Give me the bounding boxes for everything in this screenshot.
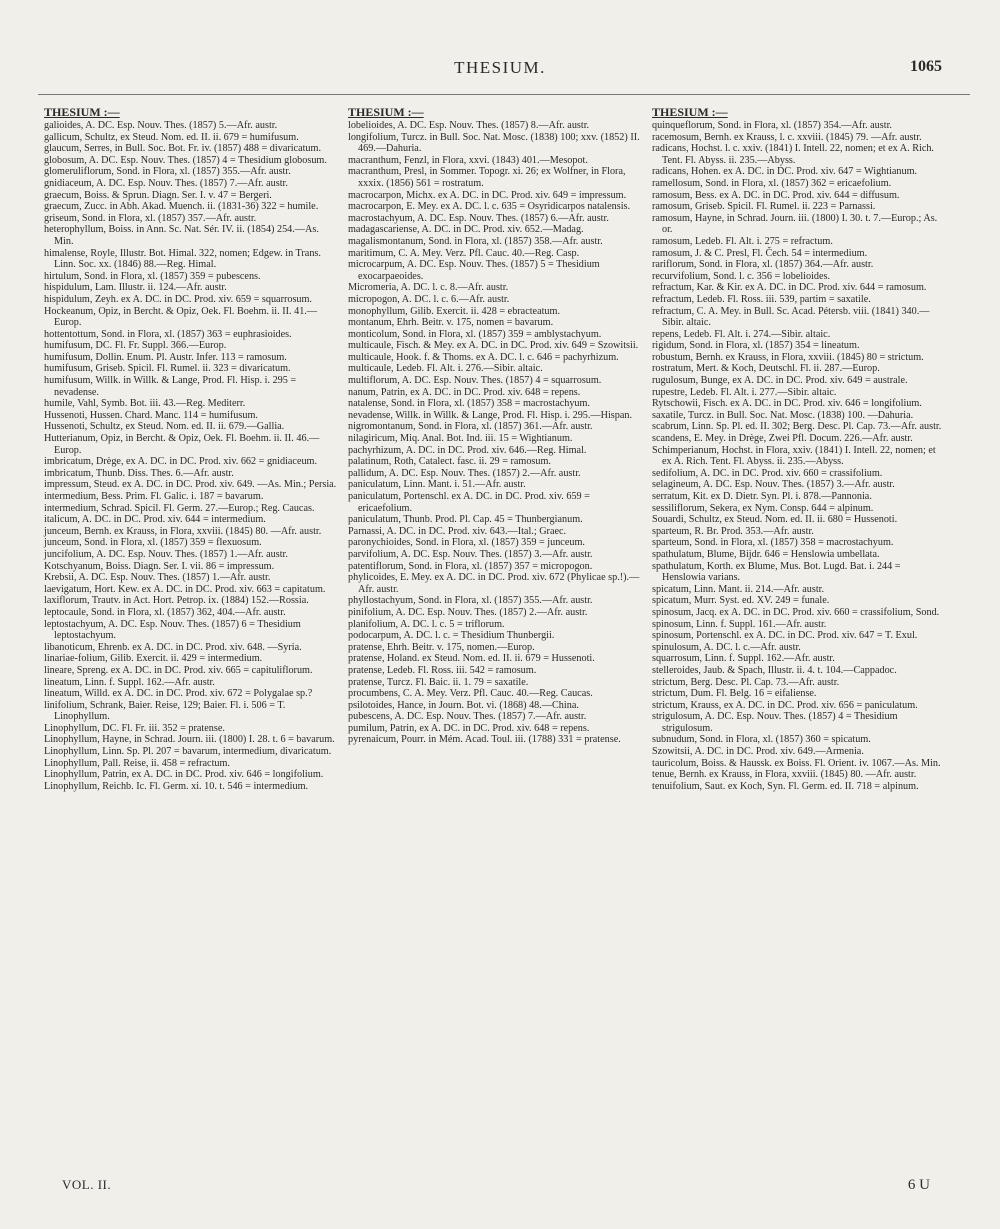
index-entry: refractum, Kar. & Kir. ex A. DC. in DC. Prod. xiv. 644 = ramosum. <box>652 282 927 294</box>
index-entry: Linophyllum, Linn. Sp. Pl. 207 = bavarum, intermedium, divaricatum. <box>44 746 332 758</box>
column-3 <box>652 106 946 792</box>
index-entry: gallicum, Schultz, ex Steud. Nom. ed. II. ii. 679 = humifusum. <box>44 131 299 143</box>
index-entry: leptocaule, Sond. in Flora, xl. (1857) 362, 404.—Afr. austr. <box>44 606 286 618</box>
index-entry: parvifolium, A. DC. Esp. Nouv. Thes. (1857) 3.—Afr. austr. <box>348 548 593 560</box>
index-entry: macranthum, Fenzl, in Flora, xxvi. (1843) 401.—Mesopot. <box>348 154 588 166</box>
index-entry: serratum, Kit. ex D. Dietr. Syn. Pl. i. 878.—Pannonia. <box>652 491 872 502</box>
index-entry: multiflorum, A. DC. Esp. Nouv. Thes. (1857) 4 = squarrosum. <box>348 375 602 387</box>
index-entry: italicum, A. DC. in DC. Prod. xiv. 644 = intermedium. <box>44 514 266 526</box>
index-entry: pratense, Holand. ex Steud. Nom. ed. II. ii. 679 = Hussenoti. <box>348 653 595 665</box>
index-entry: sparteum, Sond. in Flora, xl. (1857) 358 = macrostachyum. <box>652 537 894 549</box>
index-entry: madagascariense, A. DC. in DC. Prod. xiv. 652.—Madag. <box>348 224 584 236</box>
index-entry: magalismontanum, Sond. in Flora, xl. (1857) 358.—Afr. austr. <box>348 235 603 247</box>
index-entry: longifolium, Turcz. in Bull. Soc. Nat. Mosc. (1838) 100; xxv. (1852) II. 469.—Dahuria. <box>348 131 640 155</box>
index-entry: rupestre, Ledeb. Fl. Alt. i. 277.—Sibir. altaic. <box>652 386 837 398</box>
index-entry: Linophyllum, Pall. Reise, ii. 458 = refractum. <box>44 757 230 769</box>
index-entry: heterophyllum, Boiss. in Ann. Sc. Nat. Sér. IV. ii. (1854) 254.—As. Min. <box>44 224 319 247</box>
index-entry: selagineum, A. DC. Esp. Nouv. Thes. (1857) 3.—Afr. austr. <box>652 479 895 491</box>
index-entry: podocarpum, A. DC. l. c. = Thesidium Thunbergii. <box>348 630 555 642</box>
index-entry: refractum, C. A. Mey. in Bull. Sc. Acad. Pétersb. viii. (1841) 340.—Sibir. altaic. <box>652 305 930 329</box>
index-entry: intermedium, Schrad. Spicil. Fl. Germ. 27.—Europ.; Reg. Caucas. <box>44 502 315 514</box>
index-entry: radicans, Hohen. ex A. DC. in DC. Prod. xiv. 647 = Wightianum. <box>652 166 918 178</box>
index-entry: Hussenoti, Hussen. Chard. Manc. 114 = humifusum. <box>44 409 258 421</box>
index-entry: phylicoides, E. Mey. ex A. DC. in DC. Prod. xiv. 672 (Phylicae sp.!).—Afr. austr. <box>348 572 640 595</box>
index-entry: spathulatum, Blume, Bijdr. 646 = Henslowia umbellata. <box>652 548 880 560</box>
index-entry: nilagiricum, Miq. Anal. Bot. Ind. iii. 15 = Wightianum. <box>348 433 573 445</box>
index-entry: lineatum, Willd. ex A. DC. in DC. Prod. xiv. 672 = Polygalae sp.? <box>44 688 313 700</box>
index-entry: sedifolium, A. DC. in DC. Prod. xiv. 660 = crassifolium. <box>652 467 883 479</box>
index-entry: graecum, Zucc. in Abh. Akad. Muench. ii. (1831-36) 322 = humile. <box>44 201 319 213</box>
index-entry: planifolium, A. DC. l. c. 5 = triflorum. <box>348 618 505 630</box>
index-entry: ramosum, Bess. ex A. DC. in DC. Prod. xiv. 644 = diffusum. <box>652 189 900 201</box>
index-entry: subnudum, Sond. in Flora, xl. (1857) 360 = spicatum. <box>652 734 871 746</box>
signature-mark: 6 U <box>907 1177 930 1193</box>
index-entry: Linophyllum, DC. Fl. Fr. iii. 352 = pratense. <box>44 722 225 734</box>
index-entry: nigromontanum, Sond. in Flora, xl. (1857) 361.—Afr. austr. <box>348 421 593 433</box>
index-entry: paronychioides, Sond. in Flora, xl. (1857) 359 = junceum. <box>348 537 585 549</box>
index-entry: graecum, Boiss. & Sprun. Diagn. Ser. I. v. 47 = Bergeri. <box>44 189 272 201</box>
index-entry: leptostachyum, A. DC. Esp. Nouv. Thes. (1857) 6 = Thesidium leptostachyum. <box>44 618 301 642</box>
index-entry: himalense, Royle, Illustr. Bot. Himal. 322, nomen; Edgew. in Trans. Linn. Soc. xx. (1846) 88.—Reg. Himal. <box>44 247 321 271</box>
column-1 <box>44 106 338 792</box>
running-title: THESIUM. <box>454 58 546 77</box>
index-entry: pachyrhizum, A. DC. in DC. Prod. xiv. 646.—Reg. Himal. <box>348 444 587 456</box>
index-entry: intermedium, Bess. Prim. Fl. Galic. i. 187 = bavarum. <box>44 491 264 502</box>
index-entry: monophyllum, Gilib. Exercit. ii. 428 = ebracteatum. <box>348 305 560 317</box>
column-heading: THESIUM :— <box>348 105 424 119</box>
index-entry: humifusum, Griseb. Spicil. Fl. Rumel. ii. 323 = divaricatum. <box>44 363 291 375</box>
index-entry: procumbens, C. A. Mey. Verz. Pfl. Cauc. 40.—Reg. Caucas. <box>348 688 593 700</box>
index-entry: pumilum, Patrin, ex A. DC. in DC. Prod. xiv. 648 = repens. <box>348 722 590 734</box>
index-entry: repens, Ledeb. Fl. Alt. i. 274.—Sibir. altaic. <box>652 328 831 340</box>
index-entry: ramosum, Hayne, in Schrad. Journ. iii. (1800) I. 30. t. 7.—Europ.; As. or. <box>652 212 938 236</box>
index-entry: Linophyllum, Hayne, in Schrad. Journ. iii. (1800) I. 28. t. 6 = bavarum. <box>44 734 335 746</box>
index-entry: junceum, Sond. in Flora, xl. (1857) 359 = flexuosum. <box>44 537 262 549</box>
index-entry: montanum, Ehrh. Beitr. v. 175, nomen = bavarum. <box>348 317 554 329</box>
index-entry: spicatum, Murr. Syst. ed. XV. 249 = funale. <box>652 595 830 607</box>
index-entry: paniculatum, Thunb. Prod. Pl. Cap. 45 = Thunbergianum. <box>348 514 583 526</box>
index-entry: pratense, Turcz. Fl. Baic. ii. 1. 79 = saxatile. <box>348 676 529 688</box>
index-entry: pubescens, A. DC. Esp. Nouv. Thes. (1857) 7.—Afr. austr. <box>348 711 587 723</box>
page-header <box>0 58 1000 88</box>
index-entry: ramellosum, Sond. in Flora, xl. (1857) 362 = ericaefolium. <box>652 177 892 189</box>
index-entry: galioides, A. DC. Esp. Nouv. Thes. (1857) 5.—Afr. austr. <box>44 120 278 131</box>
index-entry: strictum, Dum. Fl. Belg. 16 = eifaliense. <box>652 688 817 700</box>
index-entry: Hockeanum, Opiz, in Bercht. & Opiz, Oek. Fl. Boehm. ii. II. 41.—Europ. <box>44 305 318 329</box>
index-entry: rugulosum, Bunge, ex A. DC. in DC. Prod. xiv. 649 = australe. <box>652 375 908 387</box>
index-entry: tenue, Bernh. ex Krauss, in Flora, xxviii. (1845) 80. —Afr. austr. <box>652 769 917 781</box>
index-entry: imbricatum, Drège, ex A. DC. in DC. Prod. xiv. 662 = gnidiaceum. <box>44 456 318 468</box>
index-entry: humifusum, Dollin. Enum. Pl. Austr. Infer. 113 = ramosum. <box>44 351 287 363</box>
index-entry: multicaule, Fisch. & Mey. ex A. DC. in DC. Prod. xiv. 649 = Szowitsii. <box>348 340 639 352</box>
index-entry: refractum, Ledeb. Fl. Ross. iii. 539, partim = saxatile. <box>652 293 871 305</box>
entry-list <box>348 120 642 746</box>
index-entry: scandens, E. Mey. in Drège, Zwei Pfl. Docum. 226.—Afr. austr. <box>652 433 913 445</box>
index-entry: quinqueflorum, Sond. in Flora, xl. (1857) 354.—Afr. austr. <box>652 120 892 131</box>
index-entry: squarrosum, Linn. f. Suppl. 162.—Afr. austr. <box>652 653 835 665</box>
index-entry: hispidulum, Lam. Illustr. ii. 124.—Afr. austr. <box>44 282 227 294</box>
index-entry: Krebsii, A. DC. Esp. Nouv. Thes. (1857) 1.—Afr. austr. <box>44 572 271 584</box>
index-entry: macrostachyum, A. DC. Esp. Nouv. Thes. (1857) 6.—Afr. austr. <box>348 212 609 224</box>
index-entry: imbricatum, Thunb. Diss. Thes. 6.—Afr. austr. <box>44 467 234 479</box>
index-entry: humifusum, DC. Fl. Fr. Suppl. 366.—Europ. <box>44 340 227 352</box>
index-entry: Rytschowii, Fisch. ex A. DC. in DC. Prod. xiv. 646 = longifolium. <box>652 398 922 410</box>
volume-label: VOL. II. <box>62 1177 112 1192</box>
page-number: 1065 <box>910 58 942 75</box>
index-entry: libanoticum, Ehrenb. ex A. DC. in DC. Prod. xiv. 648. —Syria. <box>44 641 302 653</box>
index-entry: scabrum, Linn. Sp. Pl. ed. II. 302; Berg. Desc. Pl. Cap. 73.—Afr. austr. <box>652 421 942 433</box>
index-entry: paniculatum, Portenschl. ex A. DC. in DC. Prod. xiv. 659 = ericaefolium. <box>348 491 590 514</box>
index-entry: lineare, Spreng. ex A. DC. in DC. Prod. xiv. 665 = capituliflorum. <box>44 664 313 676</box>
index-entry: lineatum, Linn. f. Suppl. 162.—Afr. austr. <box>44 676 215 688</box>
column-heading: THESIUM :— <box>652 105 728 119</box>
entry-list <box>44 120 338 792</box>
index-entry: spinulosum, A. DC. l. c.—Afr. austr. <box>652 641 801 653</box>
index-entry: griseum, Sond. in Flora, xl. (1857) 357.—Afr. austr. <box>44 212 257 224</box>
index-entry: spinosum, Jacq. ex A. DC. in DC. Prod. xiv. 660 = crassifolium, Sond. <box>652 606 940 618</box>
index-entry: radicans, Hochst. l. c. xxiv. (1841) I. Intell. 22, nomen; et ex A. Rich. Tent. Fl. Abyss. ii. 235.—Abyss. <box>652 143 934 166</box>
index-entry: spinosum, Portenschl. ex A. DC. in DC. Prod. xiv. 647 = T. Exul. <box>652 630 918 642</box>
index-entry: globosum, A. DC. Esp. Nouv. Thes. (1857) 4 = Thesidium globosum. <box>44 154 327 166</box>
index-entry: rostratum, Mert. & Koch, Deutschl. Fl. ii. 287.—Europ. <box>652 363 880 375</box>
index-entry: racemosum, Bernh. ex Krauss, l. c. xxviii. (1845) 79. —Afr. austr. <box>652 131 922 143</box>
index-entry: nevadense, Willk. in Willk. & Lange, Prod. Fl. Hisp. i. 295.—Hispan. <box>348 409 633 421</box>
index-entry: rigidum, Sond. in Flora, xl. (1857) 354 = lineatum. <box>652 340 860 352</box>
index-entry: Parnassi, A. DC. in DC. Prod. xiv. 643.—Ital.; Graec. <box>348 525 567 537</box>
index-entry: macrocarpon, Michx. ex A. DC. in DC. Prod. xiv. 649 = impressum. <box>348 189 627 201</box>
index-entry: pyrenaicum, Pourr. in Mém. Acad. Toul. iii. (1788) 331 = pratense. <box>348 734 621 746</box>
index-entry: natalense, Sond. in Flora, xl. (1857) 358 = macrostachyum. <box>348 398 590 410</box>
index-entry: Hussenoti, Schultz, ex Steud. Nom. ed. II. ii. 679.—Gallia. <box>44 421 285 433</box>
index-entry: psilotoides, Hance, in Journ. Bot. vi. (1868) 48.—China. <box>348 699 579 711</box>
index-entry: humile, Vahl, Symb. Bot. iii. 43.—Reg. Mediterr. <box>44 398 246 410</box>
index-entry: maritimum, C. A. Mey. Verz. Pfl. Cauc. 40.—Reg. Casp. <box>348 247 580 259</box>
index-entry: multicaule, Ledeb. Fl. Alt. i. 276.—Sibir. altaic. <box>348 363 543 375</box>
index-entry: Szowitsii, A. DC. in DC. Prod. xiv. 649.—Armenia. <box>652 746 864 758</box>
index-entry: patentiflorum, Sond. in Flora, xl. (1857) 357 = micropogon. <box>348 560 593 572</box>
index-entry: impressum, Steud. ex A. DC. in DC. Prod. xiv. 649. —As. Min.; Persia. <box>44 479 337 491</box>
index-entry: junceum, Bernh. ex Krauss, in Flora, xxviii. (1845) 80. —Afr. austr. <box>44 525 322 537</box>
index-entry: multicaule, Hook. f. & Thoms. ex A. DC. l. c. 646 = pachyrhizum. <box>348 351 619 363</box>
index-entry: recurvifolium, Sond. l. c. 356 = lobelioides. <box>652 270 831 282</box>
index-entry: strictum, Krauss, ex A. DC. in DC. Prod. xiv. 656 = paniculatum. <box>652 699 918 711</box>
index-entry: tauricolum, Boiss. & Haussk. ex Boiss. Fl. Orient. iv. 1067.—As. Min. <box>652 757 941 769</box>
index-entry: saxatile, Turcz. in Bull. Soc. Nat. Mosc. (1838) 100. —Dahuria. <box>652 409 914 421</box>
index-entry: sparteum, R. Br. Prod. 353.—Afr. austr. <box>652 525 814 537</box>
index-entry: Linophyllum, Patrin, ex A. DC. in DC. Prod. xiv. 646 = longifolium. <box>44 769 324 781</box>
index-entry: laxiflorum, Trautv. in Act. Hort. Petrop. ix. (1884) 152.—Rossia. <box>44 595 309 607</box>
index-entry: macranthum, Presl, in Sommer. Topogr. xi. 26; ex Wolfner, in Flora, xxxix. (1856) 561 = rostratum. <box>348 166 626 189</box>
column-2 <box>348 106 642 746</box>
index-entry: strictum, Berg. Desc. Pl. Cap. 73.—Afr. austr. <box>652 676 840 688</box>
index-entry: rariflorum, Sond. in Flora, xl. (1857) 364.—Afr. austr. <box>652 259 874 271</box>
index-entry: linariae-folium, Gilib. Exercit. ii. 429 = intermedium. <box>44 653 263 665</box>
index-entry: Schimperianum, Hochst. in Flora, xxiv. (1841) I. Intell. 22, nomen; et ex A. Rich. Tent. Fl. Abyss. ii. 235.—Abyss. <box>652 444 936 468</box>
index-entry: macrocarpon, E. Mey. ex A. DC. l. c. 635 = Osyridicarpos natalensis. <box>348 201 631 213</box>
index-entry: spinosum, Linn. f. Suppl. 161.—Afr. austr. <box>652 618 827 630</box>
index-entry: pinifolium, A. DC. Esp. Nouv. Thes. (1857) 2.—Afr. austr. <box>348 606 588 618</box>
index-entry: Hutterianum, Opiz, in Bercht. & Opiz, Oek. Fl. Boehm. ii. II. 46.—Europ. <box>44 433 320 456</box>
index-entry: ramosum, J. & C. Presl, Fl. Čech. 54 = intermedium. <box>652 247 868 259</box>
index-entry: pallidum, A. DC. Esp. Nouv. Thes. (1857) 2.—Afr. austr. <box>348 467 581 479</box>
index-entry: spathulatum, Korth. ex Blume, Mus. Bot. Lugd. Bat. i. 244 = Henslowia varians. <box>652 560 901 584</box>
column-heading: THESIUM :— <box>44 105 120 119</box>
header-rule <box>38 94 970 95</box>
index-entry: monticolum, Sond. in Flora, xl. (1857) 359 = amblystachyum. <box>348 328 602 340</box>
index-entry: palatinum, Roth, Catalect. fasc. ii. 29 = ramosum. <box>348 456 551 468</box>
index-entry: Micromeria, A. DC. l. c. 8.—Afr. austr. <box>348 282 509 294</box>
index-entry: tenuifolium, Saut. ex Koch, Syn. Fl. Germ. ed. II. 718 = alpinum. <box>652 780 919 792</box>
index-entry: glaucum, Serres, in Bull. Soc. Bot. Fr. iv. (1857) 488 = divaricatum. <box>44 143 322 155</box>
index-entry: Linophyllum, Reichb. Ic. Fl. Germ. xi. 10. t. 546 = intermedium. <box>44 780 309 792</box>
index-entry: spicatum, Linn. Mant. ii. 214.—Afr. austr. <box>652 583 825 595</box>
index-entry: pratense, Ledeb. Fl. Ross. iii. 542 = ramosum. <box>348 664 537 676</box>
index-entry: stelleroides, Jaub. & Spach, Illustr. ii. 4. t. 104.—Cappadoc. <box>652 664 897 676</box>
index-entry: hottentottum, Sond. in Flora, xl. (1857) 363 = euphrasioides. <box>44 328 292 340</box>
index-entry: robustum, Bernh. ex Krauss, in Flora, xxviii. (1845) 80 = strictum. <box>652 351 924 363</box>
index-entry: glomeruliflorum, Sond. in Flora, xl. (1857) 355.—Afr. austr. <box>44 166 291 178</box>
index-entry: Souardi, Schultz, ex Steud. Nom. ed. II. ii. 680 = Hussenoti. <box>652 514 898 526</box>
index-entry: paniculatum, Linn. Mant. i. 51.—Afr. austr. <box>348 479 526 491</box>
index-entry: gnidiaceum, A. DC. Esp. Nouv. Thes. (1857) 7.—Afr. austr. <box>44 177 288 189</box>
index-entry: micropogon, A. DC. l. c. 6.—Afr. austr. <box>348 293 510 305</box>
index-entry: microcarpum, A. DC. Esp. Nouv. Thes. (1857) 5 = Thesidium exocarpaeoides. <box>348 259 600 282</box>
index-entry: lobelioides, A. DC. Esp. Nouv. Thes. (1857) 8.—Afr. austr. <box>348 120 590 131</box>
index-entry: ramosum, Ledeb. Fl. Alt. i. 275 = refractum. <box>652 235 833 247</box>
entry-list <box>652 120 946 792</box>
index-entry: juncifolium, A. DC. Esp. Nouv. Thes. (1857) 1.—Afr. austr. <box>44 548 288 560</box>
index-entry: strigulosum, A. DC. Esp. Nouv. Thes. (1857) 4 = Thesidium strigulosum. <box>652 711 898 734</box>
index-entry: humifusum, Willk. in Willk. & Lange, Prod. Fl. Hisp. i. 295 = nevadense. <box>44 375 297 398</box>
index-entry: hispidulum, Zeyh. ex A. DC. in DC. Prod. xiv. 659 = squarrosum. <box>44 293 312 305</box>
index-entry: hirtulum, Sond. in Flora, xl. (1857) 359 = pubescens. <box>44 270 261 282</box>
index-entry: sessiliflorum, Sekera, ex Nym. Consp. 644 = alpinum. <box>652 502 874 514</box>
index-entry: ramosum, Griseb. Spicil. Fl. Rumel. ii. 223 = Parnassi. <box>652 201 876 213</box>
index-entry: laevigatum, Hort. Kew. ex A. DC. in DC. Prod. xiv. 663 = capitatum. <box>44 583 326 595</box>
index-entry: nanum, Patrin, ex A. DC. in DC. Prod. xiv. 648 = repens. <box>348 386 581 398</box>
index-entry: linifolium, Schrank, Baier. Reise, 129; Baier. Fl. i. 506 = T. Linophyllum. <box>44 699 286 723</box>
index-entry: phyllostachyum, Sond. in Flora, xl. (1857) 355.—Afr. austr. <box>348 595 593 607</box>
index-entry: pratense, Ehrh. Beitr. v. 175, nomen.—Europ. <box>348 641 535 653</box>
index-entry: Kotschyanum, Boiss. Diagn. Ser. I. vii. 86 = impressum. <box>44 560 275 572</box>
